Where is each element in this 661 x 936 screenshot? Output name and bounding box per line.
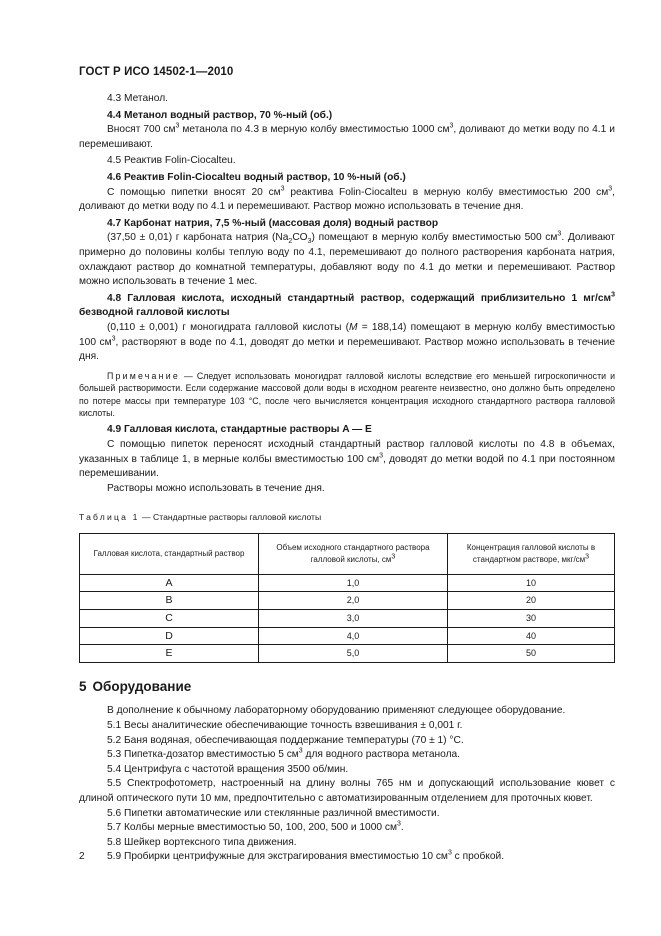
table-header-row (80, 533, 615, 574)
item-5-5: 5.5 Спектрофотометр, настроенный на длину волны 765 нм и допускающий использование кювет с длиной оптического пути 10 мм, предпочтительно с автоматизированным отделением для проточных кювет. (79, 778, 615, 804)
item-5-9: 5.9 Пробирки центрифужные для экстрагирования вместимостью 10 $см^3$ с пробкой. (107, 849, 505, 863)
heading-4-4: 4.4 Метанол водный раствор, 70 %-ный (об.) (107, 109, 333, 121)
table-header-concentration: Концентрация галловой кислоты в стандартном растворе, мкг/$см^3$ (448, 533, 615, 574)
table-cell: 3,0 (259, 610, 448, 628)
item-5-8: 5.8 Шейкер вортексного типа движения. (107, 836, 297, 848)
table-cell: 1,0 (259, 574, 448, 592)
table-row (80, 574, 615, 592)
heading-4-6: 4.6 Реактив Folin-Ciocalteu водный раствор, 10 %-ный (об.) (107, 171, 406, 183)
para-4-9: С помощью пипеток переносят исходный стандартный раствор галловой кислоты по 4.8 в объемах, указанных в таблице 1, в мерные колбы вместимостью 100 $см^3$, доводят до метки водой по 4.1 при постоянном перемешивании. (79, 438, 615, 480)
content (79, 92, 615, 865)
item-5-2: 5.2 Баня водяная, обеспечивающая поддержание температуры (70 ± 1) °С. (107, 734, 464, 746)
table-cell: 2,0 (259, 592, 448, 610)
page-number: 2 (79, 851, 85, 862)
para-4-4: Вносят 700 $см^3$ метанола по 4.3 в мерную колбу вместимостью 1000 $см^3$, доливают до метки воду по 4.1 и перемешивают. (79, 122, 615, 150)
table-cell: A (80, 574, 259, 592)
table-cell: 40 (448, 627, 615, 645)
heading-4-9: 4.9 Галловая кислота, стандартные растворы A — E (107, 424, 372, 436)
table-header-volume: Объем исходного стандартного раствора галловой кислоты, $см^3$ (259, 533, 448, 574)
table-row (80, 645, 615, 663)
table-1 (79, 533, 615, 663)
item-4-3: 4.3 Метанол. (107, 93, 168, 104)
table-cell: 30 (448, 610, 615, 628)
note: Примечание — Следует использовать моногидрат галловой кислоты вследствие его меньшей гигроскопичности и большей растворимости. Если содержание массовой доли воды в исходном реагенте неизвестно, оно должно быть определено по потере массы при температуре 103 °С, после чего вычисляется концентрация исходного стандартного раствора галловой кислоты. (79, 370, 615, 418)
table-row (80, 627, 615, 645)
table-cell: C (80, 610, 259, 628)
para-4-9-days: Растворы можно использовать в течение дня. (107, 482, 325, 494)
item-5-7: 5.7 Колбы мерные вместимостью 50, 100, 200, 500 и 1000 $см^3$. (107, 820, 404, 834)
table-cell: 5,0 (259, 645, 448, 663)
document-header: ГОСТ Р ИСО 14502-1—2010 (79, 66, 234, 78)
section-5-intro: В дополнение к обычному лабораторному оборудованию применяют следующее оборудование. (107, 705, 566, 717)
heading-4-7: 4.7 Карбонат натрия, 7,5 %-ный (массовая доля) водный раствор (107, 217, 439, 229)
table-cell: E (80, 645, 259, 663)
table-row (80, 610, 615, 628)
para-4-7: (37,50 ± 0,01) г карбоната натрия $(Na_2CO_3)$ помещают в мерную колбу вместимостью 500 $см^3$. Доливают примерно до половины колбы теплую воду по 4.1, перемешивают до полного растворения карбоната натрия, охлаждают раствор до комнатной температуры, добавляют воду по 4.1 до метки и перемешивают. Раствор можно использовать в течение 1 мес. (79, 230, 615, 288)
table-cell: 10 (448, 574, 615, 592)
table-cell: B (80, 592, 259, 610)
item-5-6: 5.6 Пипетки автоматические или стеклянные различной вместимости. (107, 807, 440, 819)
table-cell: D (80, 627, 259, 645)
para-4-8: (0,110 ± 0,001) г моногидрата галловой кислоты (M = 188,14) помещают в мерную колбу вместимостью 100 $см^3$, растворяют в воде по 4.1, доводят до метки и перемешивают. Раствор можно использовать в течение дня. (79, 321, 615, 363)
item-5-3: 5.3 Пипетка-дозатор вместимостью 5 $см^3$ для водного раствора метанола. (107, 747, 461, 761)
table-header-solution: Галловая кислота, стандартный раствор (80, 533, 259, 574)
table-cell: 50 (448, 645, 615, 663)
item-4-5: 4.5 Реактив Folin-Ciocalteu. (107, 155, 236, 167)
section-5-heading: 5 Оборудование (79, 678, 192, 694)
para-4-6: С помощью пипетки вносят 20 $см^3$ реактива Folin-Ciocalteu в мерную колбу вместимостью 200 $см^3$, доливают до метки воду по 4.1 и перемешивают. Раствор можно использовать в течение дня. (79, 185, 615, 213)
item-5-1: 5.1 Весы аналитические обеспечивающие точность взвешивания ± 0,001 г. (107, 720, 463, 732)
table-cell: 4,0 (259, 627, 448, 645)
table-row (80, 592, 615, 610)
heading-4-8: 4.8 Галловая кислота, исходный стандартный раствор, содержащий приблизительно 1 $мг/см^3$ безводной галловой кислоты (79, 291, 615, 319)
item-5-4: 5.4 Центрифуга с частотой вращения 3500 об/мин. (107, 763, 349, 775)
table-caption: Таблица 1 — Стандартные растворы галловой кислоты (79, 512, 322, 523)
table-cell: 20 (448, 592, 615, 610)
